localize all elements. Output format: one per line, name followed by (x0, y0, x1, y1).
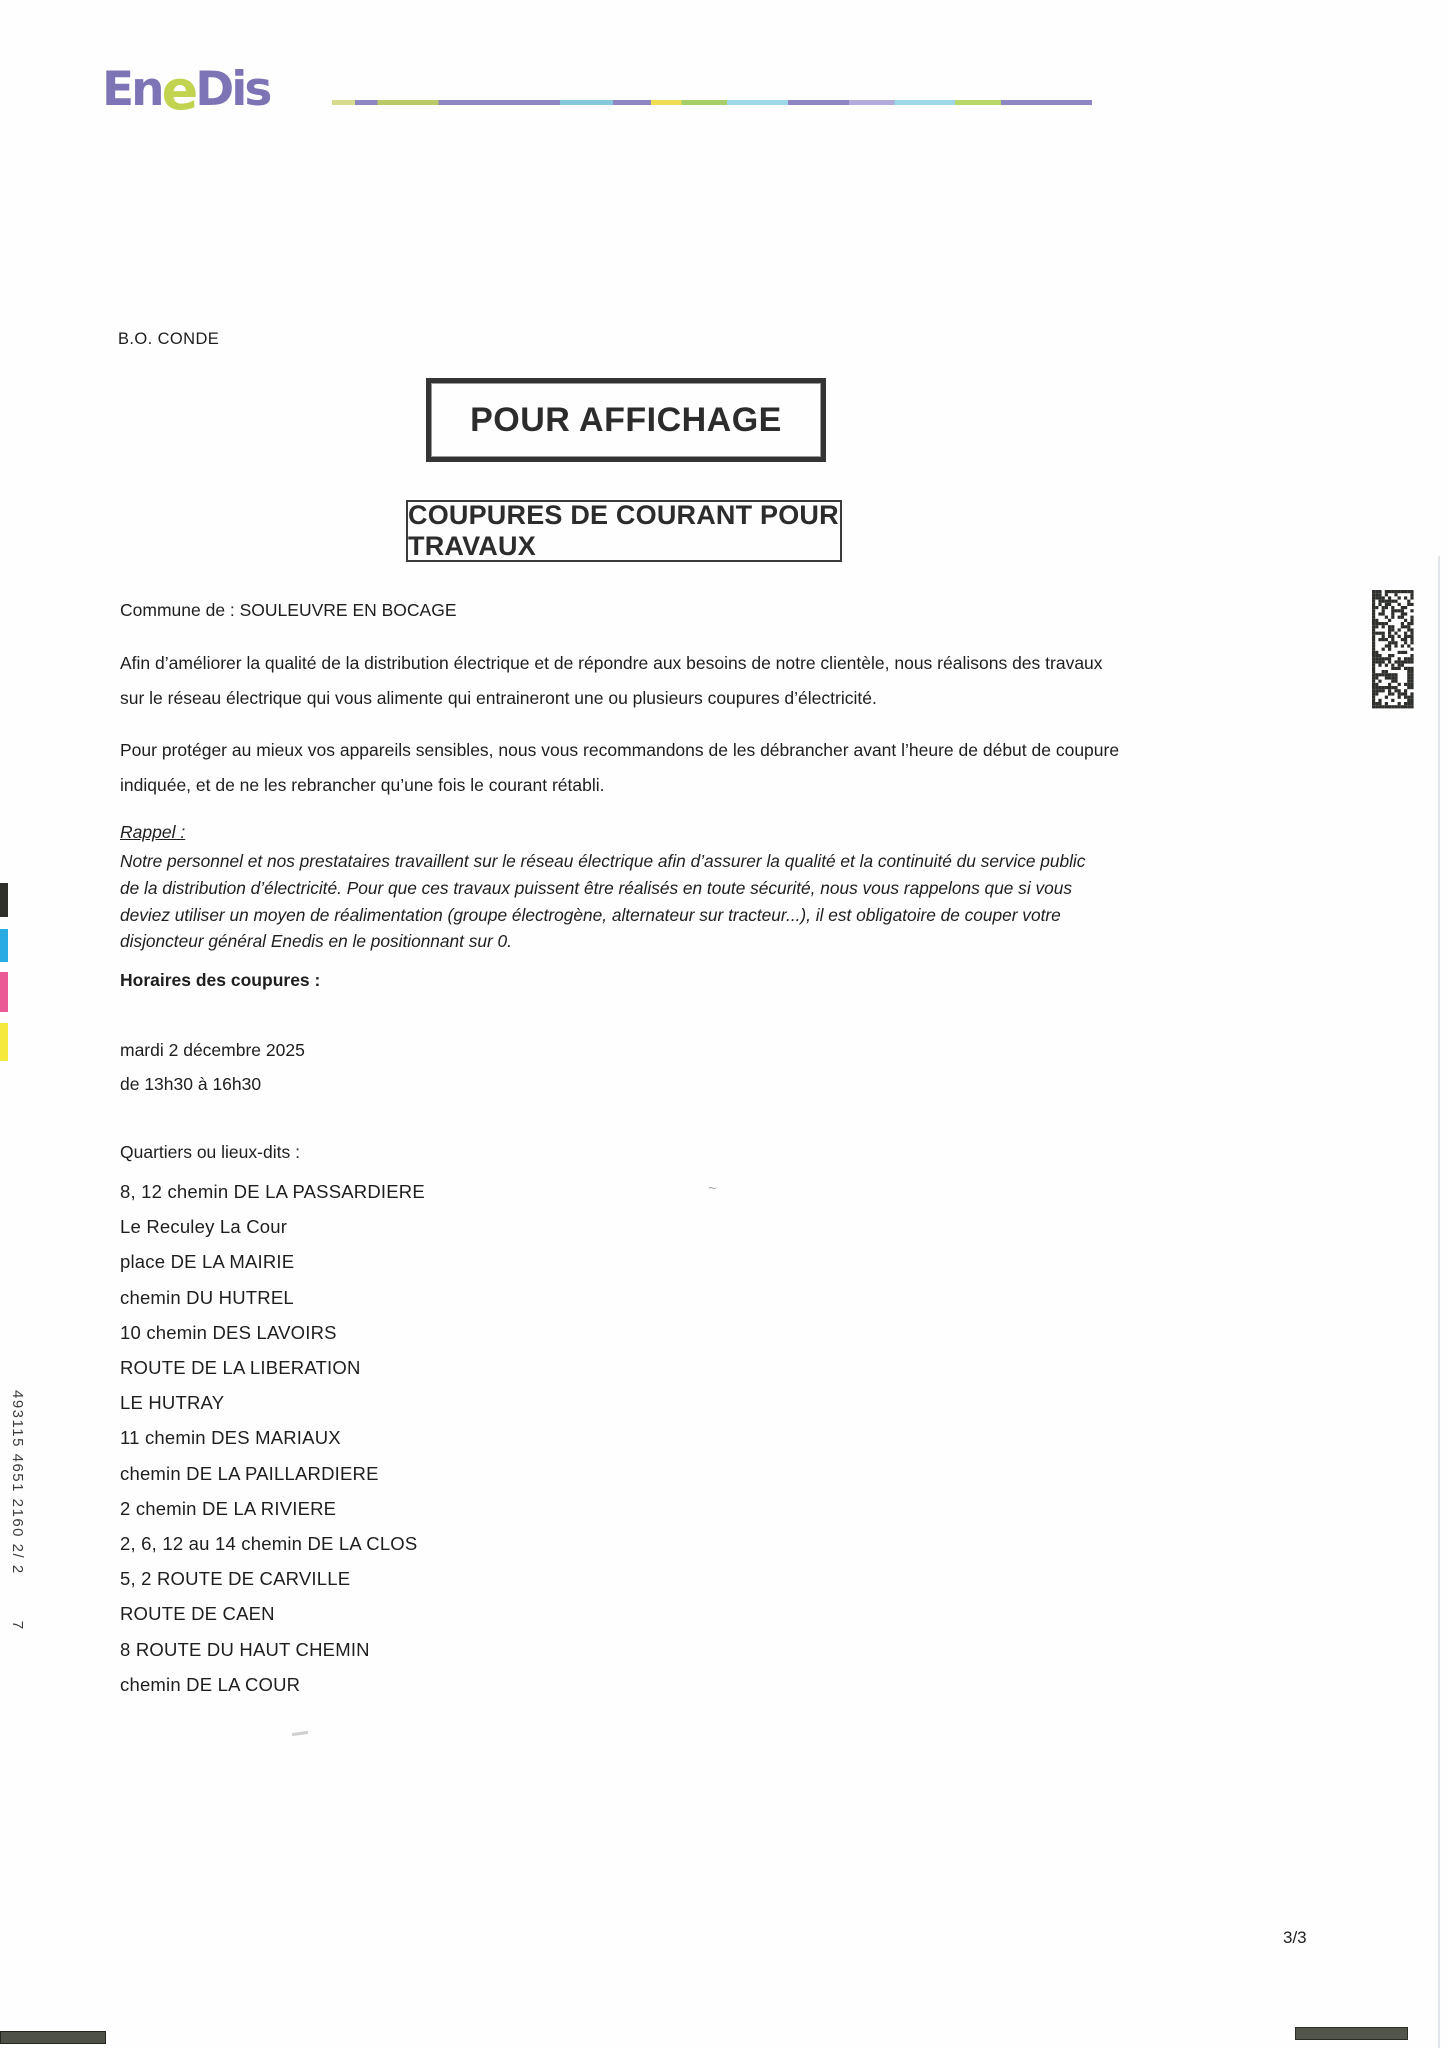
street-item: chemin DE LA PAILLARDIERE (120, 1462, 379, 1484)
rappel-line-3: deviez utiliser un moyen de réalimentation (groupe électrogène, alternateur sur tracteur...), il est obligatoire de couper votre (120, 904, 1061, 925)
datamatrix-code (1372, 590, 1414, 714)
scan-artifact: ~ (708, 1180, 717, 1197)
rappel-line-2: de la distribution d’électricité. Pour que ces travaux puissent être réalisés en toute sécurité, nous vous rappelons que si vous (120, 877, 1072, 898)
street-item: 8 ROUTE DU HAUT CHEMIN (120, 1638, 370, 1660)
bo-office-label: B.O. CONDE (118, 330, 220, 348)
rappel-heading: Rappel : (120, 822, 186, 842)
street-item: Le Reculey La Cour (120, 1216, 288, 1238)
advice-paragraph (120, 733, 1119, 803)
scan-edge-line (1438, 556, 1440, 2048)
affichage-banner (426, 378, 826, 462)
street-item: 2 chemin DE LA RIVIERE (120, 1497, 337, 1519)
footer-bar-left (0, 2031, 106, 2044)
logo-part-e: e (161, 59, 196, 122)
registration-mark-black (0, 883, 8, 917)
footer-bar-right (1295, 2027, 1408, 2040)
page-number: 3/3 (1283, 1928, 1307, 1947)
rappel-line-4: disjoncteur général Enedis en le positionnant sur 0. (120, 931, 512, 952)
registration-mark-magenta (0, 972, 8, 1012)
rappel-line-1: Notre personnel et nos prestataires travaillent sur le réseau électrique afin d’assurer la qualité et la continuité du service public (120, 851, 1086, 871)
commune-line: Commune de : SOULEUVRE EN BOCAGE (120, 600, 457, 620)
street-item: 8, 12 chemin DE LA PASSARDIERE (120, 1181, 425, 1202)
print-code-text: 493115 4651 2160 2/ 2 (9, 1390, 26, 1575)
street-item: 10 chemin DES LAVOIRS (120, 1321, 337, 1343)
brand-color-line (332, 100, 1092, 105)
rappel-paragraph (120, 848, 1085, 955)
quartiers-heading: Quartiers ou lieux-dits : (120, 1142, 300, 1162)
street-list (120, 1174, 425, 1702)
outage-date: mardi 2 décembre 2025 (120, 1040, 305, 1060)
street-item: ROUTE DE LA LIBERATION (120, 1357, 361, 1379)
intro-paragraph (120, 646, 1103, 716)
street-item: 2, 6, 12 au 14 chemin DE LA CLOS (120, 1533, 418, 1555)
street-item: 11 chemin DES MARIAUX (120, 1427, 341, 1449)
intro-line-1: Afin d’améliorer la qualité de la distribution électrique et de répondre aux besoins de notre clientèle, nous réalisons des travaux (120, 653, 1103, 673)
print-code-extra: 7 (9, 1620, 26, 1631)
horaires-heading: Horaires des coupures : (120, 970, 321, 990)
street-item: 5, 2 ROUTE DE CARVILLE (120, 1568, 351, 1590)
street-item: LE HUTRAY (120, 1392, 225, 1414)
coupures-banner (406, 500, 842, 562)
street-item: place DE LA MAIRIE (120, 1251, 295, 1273)
coupures-banner-text: COUPURES DE COURANT POUR TRAVAUX (408, 500, 839, 561)
affichage-banner-text: POUR AFFICHAGE (470, 400, 782, 439)
registration-mark-cyan (0, 929, 8, 962)
print-code-vertical (9, 1390, 26, 1631)
advice-line-1: Pour protéger au mieux vos appareils sensibles, nous vous recommandons de les débrancher avant l’heure de début de coupure (120, 740, 1120, 760)
registration-mark-yellow (0, 1023, 8, 1061)
enedis-logo (102, 59, 270, 122)
intro-line-2: sur le réseau électrique qui vous alimente qui entraineront une ou plusieurs coupures d’électricité. (120, 688, 877, 708)
scan-artifact (292, 1731, 308, 1736)
street-item: ROUTE DE CAEN (120, 1603, 275, 1625)
street-item: chemin DU HUTREL (120, 1286, 294, 1308)
street-item: chemin DE LA COUR (120, 1673, 301, 1695)
logo-part-en: En (102, 62, 162, 117)
outage-time: de 13h30 à 16h30 (120, 1074, 262, 1094)
advice-line-2: indiquée, et de ne les rebrancher qu’une fois le courant rétabli. (120, 775, 605, 795)
logo-part-dis: Dis (195, 62, 270, 117)
